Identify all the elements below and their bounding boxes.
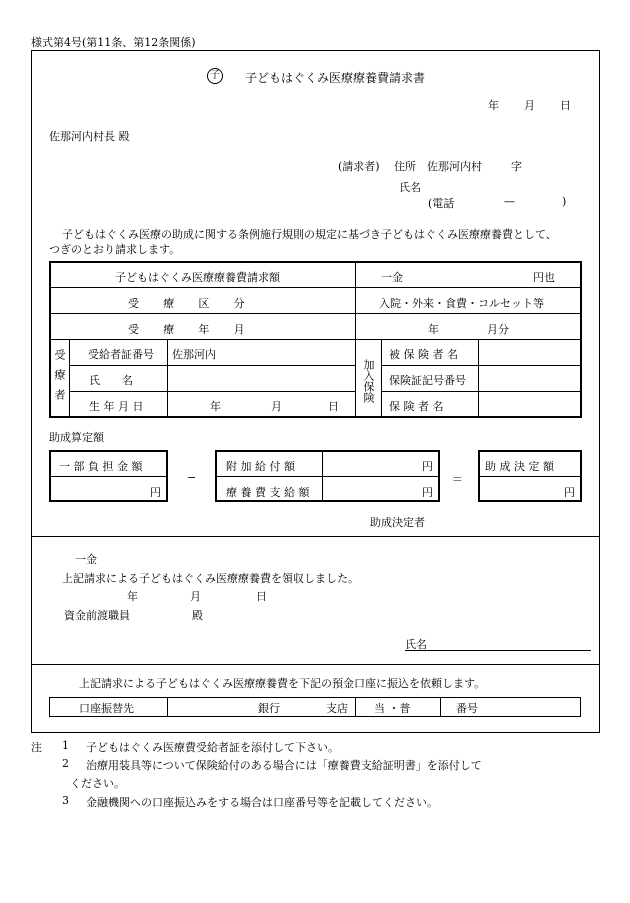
insurance-label: 加入保険 — [362, 359, 375, 403]
branch-field[interactable]: 支店 — [326, 702, 348, 715]
insurance-cert-label: 保険証記号番号 — [389, 374, 466, 387]
account-type[interactable]: 当 ・普 — [374, 702, 411, 715]
claim-yen-ya[interactable]: 円也 — [533, 271, 555, 284]
note-2-text: 治療用装具等について保険給付のある場合には「療養費支給証明書」を添付して — [86, 759, 482, 772]
fund-staff-label: 資金前渡職員 — [64, 609, 130, 622]
account-number[interactable]: 番号 — [456, 702, 478, 715]
note-3-number: 3 — [62, 794, 69, 807]
cert-no-value[interactable]: 佐那河内 — [172, 348, 216, 361]
phone-open[interactable]: (電話 — [428, 197, 455, 210]
note-3-text: 金融機関への口座振込みをする場合は口座番号等を記載してください。 — [86, 796, 438, 809]
note-2-number: 2 — [62, 757, 69, 770]
receipt-name-label[interactable]: 氏名 — [405, 638, 427, 651]
notes-prefix: 注 — [31, 741, 42, 754]
form-title: 子どもはぐくみ医療療養費請求書 — [245, 71, 426, 85]
note-1-number: 1 — [62, 739, 69, 752]
section-divider-2 — [31, 664, 600, 665]
phone-close: ) — [562, 195, 567, 208]
period-year[interactable]: 年 — [428, 323, 439, 336]
form-number: 様式第4号(第11条、第12条関係) — [31, 36, 196, 49]
calc-title: 助成算定額 — [49, 431, 104, 444]
dob-day[interactable]: 日 — [328, 400, 339, 413]
phone-dash[interactable]: — — [504, 195, 515, 208]
account-label: 口座振替先 — [79, 702, 134, 715]
addressee: 佐那河内村長 殿 — [49, 130, 130, 143]
dob-month[interactable]: 月 — [271, 400, 282, 413]
medical-payment-yen[interactable]: 円 — [422, 486, 433, 499]
equals-sign: ＝ — [452, 473, 463, 486]
claimant-label: (請求者) — [338, 160, 380, 173]
body-text-line1: 子どもはぐくみ医療の助成に関する条例施行規則の規定に基づき子どもはぐくみ医療療養費として、 — [62, 228, 557, 241]
body-text-line2: つぎのとおり請求します。 — [49, 243, 181, 256]
medical-payment-label: 療 養 費 支 給 額 — [226, 486, 310, 499]
category-value[interactable]: 入院・外来・食費・コルセット等 — [379, 297, 544, 310]
note-1-text: 子どもはぐくみ医療費受給者証を添付して下さい。 — [86, 741, 339, 754]
section-divider-1 — [31, 536, 600, 537]
receipt-text: 上記請求による子どもはぐくみ医療療養費を領収しました。 — [62, 572, 359, 585]
dob-year[interactable]: 年 — [210, 400, 221, 413]
child-mark-icon: 子 — [207, 68, 223, 84]
receipt-day[interactable]: 日 — [256, 590, 267, 603]
claimant-name-label[interactable]: 氏名 — [399, 181, 421, 194]
patient-label: 受療者 — [53, 349, 66, 409]
receipt-year[interactable]: 年 — [127, 590, 138, 603]
transfer-text: 上記請求による子どもはぐくみ医療療養費を下記の預金口座に振込を依頼します。 — [79, 677, 486, 690]
address-aza[interactable]: 字 — [511, 160, 522, 173]
copay-yen[interactable]: 円 — [150, 486, 161, 499]
date-year[interactable]: 年 — [488, 99, 499, 112]
period-month[interactable]: 月分 — [487, 323, 509, 336]
period-label: 受 療 年 月 — [128, 323, 252, 336]
claim-kin: 一金 — [381, 271, 403, 284]
copay-label: 一 部 負 担 金 額 — [59, 460, 143, 473]
fund-staff-dono: 殿 — [192, 609, 203, 622]
bank-field[interactable]: 銀行 — [258, 702, 280, 715]
receipt-month[interactable]: 月 — [190, 590, 201, 603]
signature-line — [405, 650, 591, 651]
insurer-name-label: 保 険 者 名 — [389, 400, 444, 413]
dob-label: 生 年 月 日 — [89, 400, 144, 413]
decision-label: 助 成 決 定 額 — [485, 460, 554, 473]
date-month[interactable]: 月 — [524, 99, 535, 112]
decision-yen[interactable]: 円 — [564, 486, 575, 499]
address-value[interactable]: 佐那河内村 — [427, 160, 482, 173]
note-2-text-cont: ください。 — [70, 777, 125, 790]
date-day[interactable]: 日 — [560, 99, 571, 112]
additional-benefit-label: 附 加 給 付 額 — [226, 460, 295, 473]
category-label: 受 療 区 分 — [128, 297, 252, 310]
additional-benefit-yen[interactable]: 円 — [422, 460, 433, 473]
claim-amount-label: 子どもはぐくみ医療療養費請求額 — [115, 271, 280, 284]
patient-name-label: 氏 名 — [89, 374, 133, 387]
receipt-kin[interactable]: 一金 — [75, 553, 97, 566]
minus-sign: − — [187, 471, 197, 484]
insured-name-label: 被 保 険 者 名 — [389, 348, 458, 361]
address-label: 住所 — [394, 160, 416, 173]
cert-no-label: 受給者証番号 — [88, 348, 154, 361]
decider-label[interactable]: 助成決定者 — [370, 516, 425, 529]
